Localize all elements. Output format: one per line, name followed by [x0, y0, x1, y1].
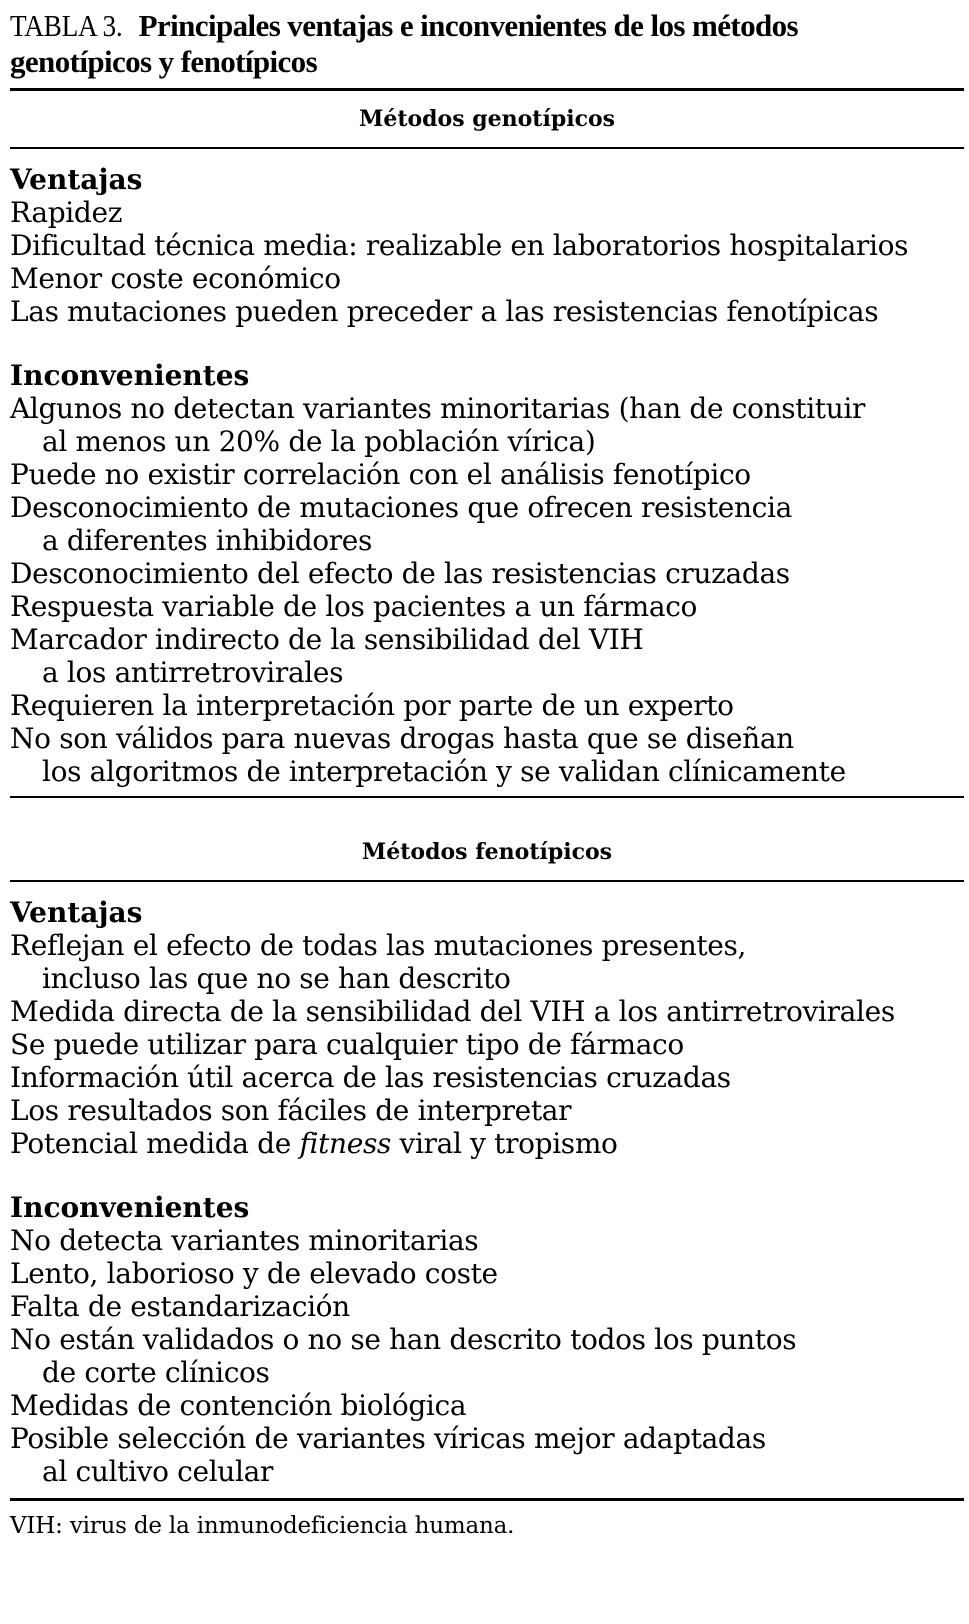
item-text-continuation: a los antirretrovirales: [42, 656, 344, 689]
item-text: Falta de estandarización: [10, 1290, 350, 1323]
item-text: Medidas de contención biológica: [10, 1389, 467, 1422]
item-text: viral y tropismo: [391, 1127, 618, 1160]
list-item: [10, 1028, 964, 1061]
item-text: Algunos no detectan variantes minoritarias (han de constituir: [10, 392, 866, 425]
genotypic-advantages-title: Ventajas: [10, 163, 143, 196]
item-text-continuation: los algoritmos de interpretación y se validan clínicamente: [42, 755, 846, 788]
item-text: Lento, laborioso y de elevado coste: [10, 1257, 498, 1290]
section-rule-genotypic: [10, 147, 964, 149]
list-item: [10, 1094, 964, 1127]
item-text-continuation: al menos un 20% de la población vírica): [42, 425, 596, 458]
genotypic-disadvantages-list: [10, 392, 964, 788]
list-item: [10, 1422, 964, 1488]
phenotypic-disadvantages-list: [10, 1224, 964, 1488]
item-text: Desconocimiento del efecto de las resistencias cruzadas: [10, 557, 790, 590]
item-text-continuation: incluso las que no se han descrito: [42, 962, 511, 995]
list-item: [10, 458, 964, 491]
list-item: [10, 1290, 964, 1323]
list-item: [10, 929, 964, 995]
item-text: Información útil acerca de las resistencias cruzadas: [10, 1061, 731, 1094]
item-text: No son válidos para nuevas drogas hasta que se diseñan: [10, 722, 794, 755]
item-text-continuation: al cultivo celular: [42, 1455, 273, 1488]
item-text: Requieren la interpretación por parte de un experto: [10, 689, 734, 722]
list-item: [10, 590, 964, 623]
list-item: [10, 1127, 964, 1160]
item-text: Se puede utilizar para cualquier tipo de fármaco: [10, 1028, 684, 1061]
item-text: Reflejan el efecto de todas las mutaciones presentes,: [10, 929, 747, 962]
table-page: [10, 0, 964, 1541]
item-text: Las mutaciones pueden preceder a las resistencias fenotípicas: [10, 295, 879, 328]
table-footnote: VIH: virus de la inmunodeficiencia humana.: [10, 1513, 515, 1539]
list-item: [10, 295, 964, 328]
item-text: Rapidez: [10, 196, 123, 229]
table-title-line-1: Principales ventajas e inconvenientes de los métodos: [138, 8, 799, 43]
item-text: Posible selección de variantes víricas mejor adaptadas: [10, 1422, 766, 1455]
list-item: [10, 392, 964, 458]
item-text: Marcador indirecto de la sensibilidad del VIH: [10, 623, 644, 656]
item-text: Menor coste económico: [10, 262, 341, 295]
phenotypic-advantages-list: [10, 929, 964, 1160]
caption-line-1: [10, 8, 964, 44]
item-text-continuation: a diferentes inhibidores: [42, 524, 373, 557]
table-label: TABLA 3.: [10, 8, 123, 43]
list-item: [10, 262, 964, 295]
item-text: Respuesta variable de los pacientes a un fármaco: [10, 590, 698, 623]
item-text: Dificultad técnica media: realizable en laboratorios hospitalarios: [10, 229, 909, 262]
section-end-rule-genotypic: [10, 796, 964, 798]
item-text: Medida directa de la sensibilidad del VIH a los antirretrovirales: [10, 995, 895, 1028]
list-item: [10, 196, 964, 229]
table-caption: [10, 0, 964, 80]
list-item: [10, 995, 964, 1028]
item-text: No están validados o no se han descrito todos los puntos: [10, 1323, 797, 1356]
genotypic-disadvantages-title: Inconvenientes: [10, 359, 250, 392]
item-text: No detecta variantes minoritarias: [10, 1224, 479, 1257]
phenotypic-advantages-title: Ventajas: [10, 896, 143, 929]
section-heading-phenotypic: Métodos fenotípicos: [361, 839, 613, 865]
section-heading-genotypic: Métodos genotípicos: [358, 106, 616, 132]
list-item: [10, 623, 964, 689]
list-item: [10, 557, 964, 590]
item-text-continuation: de corte clínicos: [42, 1356, 270, 1389]
section-rule-phenotypic: [10, 880, 964, 882]
list-item: [10, 689, 964, 722]
item-text: Los resultados son fáciles de interpretar: [10, 1094, 572, 1127]
item-text: Puede no existir correlación con el análisis fenotípico: [10, 458, 751, 491]
list-item: [10, 722, 964, 788]
list-item: [10, 1257, 964, 1290]
list-item: [10, 491, 964, 557]
genotypic-advantages-list: [10, 196, 964, 328]
list-item: [10, 1061, 964, 1094]
list-item: [10, 1224, 964, 1257]
item-text-italic: fitness: [299, 1127, 391, 1160]
list-item: [10, 1389, 964, 1422]
phenotypic-disadvantages-title: Inconvenientes: [10, 1191, 250, 1224]
list-item: [10, 229, 964, 262]
item-text: Desconocimiento de mutaciones que ofrecen resistencia: [10, 491, 792, 524]
item-text: Potencial medida de: [10, 1127, 300, 1160]
list-item: [10, 1323, 964, 1389]
table-title-line-2: genotípicos y fenotípicos: [10, 44, 318, 79]
